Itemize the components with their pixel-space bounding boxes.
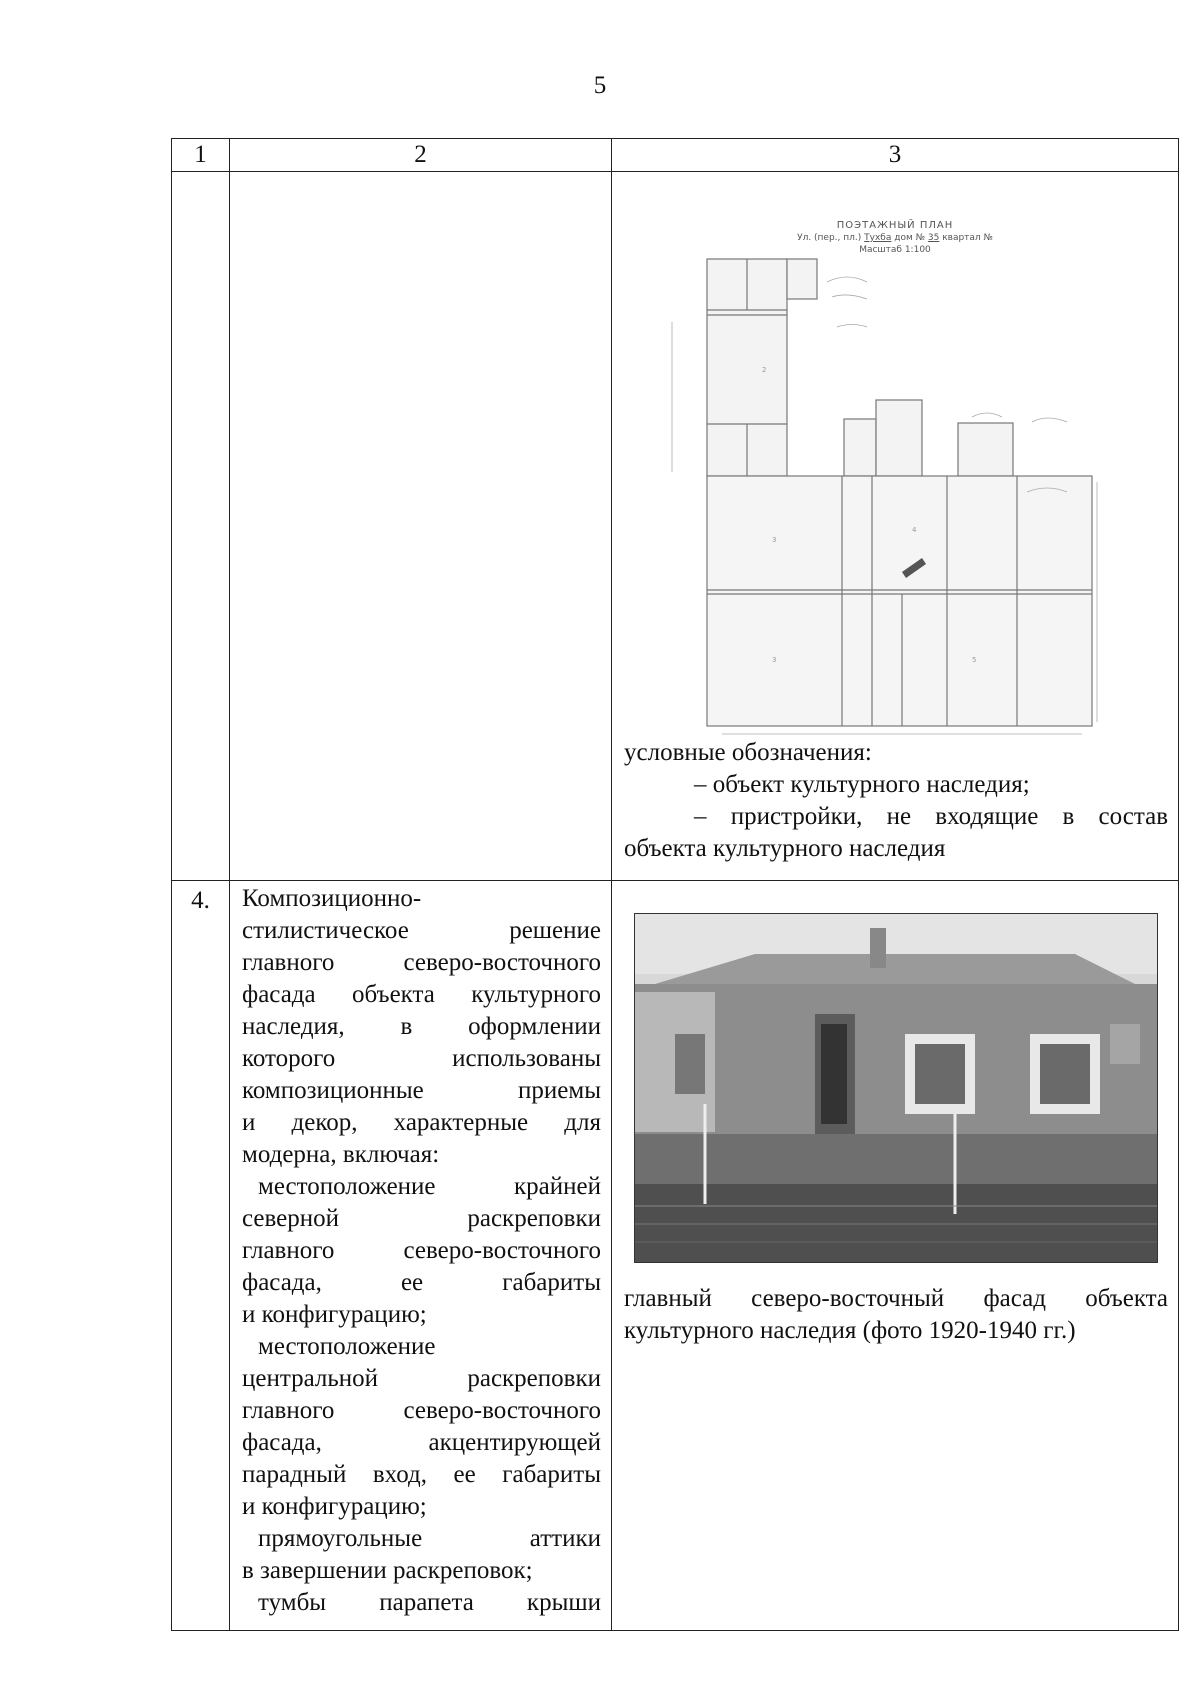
table-row [172, 172, 1179, 881]
header-col-1: 1 [172, 139, 230, 172]
floor-plan-title: ПОЭТАЖНЫЙ ПЛАН [836, 220, 954, 231]
description-line: и конфигурацию; [242, 1301, 427, 1328]
street-value: Тухба [864, 233, 892, 243]
room-label: 3 [772, 536, 777, 544]
description-line: модерна, включая: [242, 1141, 440, 1168]
row-description-cell [230, 881, 612, 1631]
house-value: 35 [927, 233, 940, 243]
facade-photo-caption [612, 1263, 1178, 1347]
description-line: фасада, ее габариты [242, 1269, 601, 1296]
description-line: Композиционно- [242, 885, 422, 912]
row-description-cell [230, 172, 612, 881]
caption-line: главный северо-восточный фасад объекта [624, 1285, 1168, 1312]
description-line: главного северо-восточного [242, 1237, 601, 1264]
room-label: 2 [762, 366, 767, 374]
row-number-cell: 4. [172, 881, 230, 1631]
description-line: стилистическое решение [242, 917, 601, 944]
description-line: и конфигурацию; [242, 1493, 427, 1520]
plan-legend [612, 737, 1178, 865]
description-line: парадный вход, ее габариты [242, 1461, 601, 1488]
floor-plan [612, 172, 1178, 737]
facade-photo [634, 913, 1158, 1263]
house-label: дом № [894, 233, 925, 243]
description-line: наследия, в оформлении [242, 1013, 601, 1040]
description-line: в завершении раскреповок; [242, 1557, 533, 1584]
room-label: 5 [972, 656, 977, 664]
description-line: композиционные приемы [242, 1077, 601, 1104]
description-line: главного северо-восточного [242, 1397, 601, 1424]
facade-photo-cell [612, 881, 1179, 1631]
description-line: прямоугольные аттики [258, 1525, 601, 1552]
floor-plan-cell [612, 172, 1179, 881]
room-label: 4 [912, 526, 917, 534]
facade-description [230, 881, 611, 1619]
description-line: которого использованы [242, 1045, 601, 1072]
legend-item-annexes-continued: объекта культурного наследия [624, 835, 946, 862]
page-number: 5 [593, 72, 607, 99]
row-number-cell [172, 172, 230, 881]
floor-plan-drawing [612, 172, 1179, 737]
table-header-row [172, 139, 1179, 172]
legend-item-heritage: – объект культурного наследия; [694, 771, 1030, 798]
street-label: Ул. (пер., пл.) [797, 233, 862, 243]
floor-plan-scale: Масштаб 1:100 [859, 245, 931, 255]
document-table [171, 138, 1179, 1631]
facade-photo-image [635, 914, 1157, 1262]
description-line: местоположение крайней [258, 1173, 601, 1200]
description-line: местоположение [258, 1333, 436, 1360]
description-line: главного северо-восточного [242, 949, 601, 976]
caption-line: культурного наследия (фото 1920-1940 гг.) [624, 1317, 1076, 1344]
description-line: тумбы парапета крыши [258, 1589, 601, 1616]
description-line: северной раскреповки [242, 1205, 601, 1232]
description-line: фасада, акцентирующей [242, 1429, 601, 1456]
description-line: и декор, характерные для [242, 1109, 601, 1136]
header-col-3: 3 [612, 139, 1179, 172]
header-col-2: 2 [230, 139, 612, 172]
room-label: 3 [772, 656, 777, 664]
legend-item-annexes: – пристройки, не входящие в состав [694, 803, 1168, 830]
table-row [172, 881, 1179, 1631]
quarter-label: квартал № [942, 233, 993, 243]
description-line: фасада объекта культурного [242, 981, 601, 1008]
description-line: центральной раскреповки [242, 1365, 601, 1392]
legend-heading: условные обозначения: [624, 739, 872, 766]
